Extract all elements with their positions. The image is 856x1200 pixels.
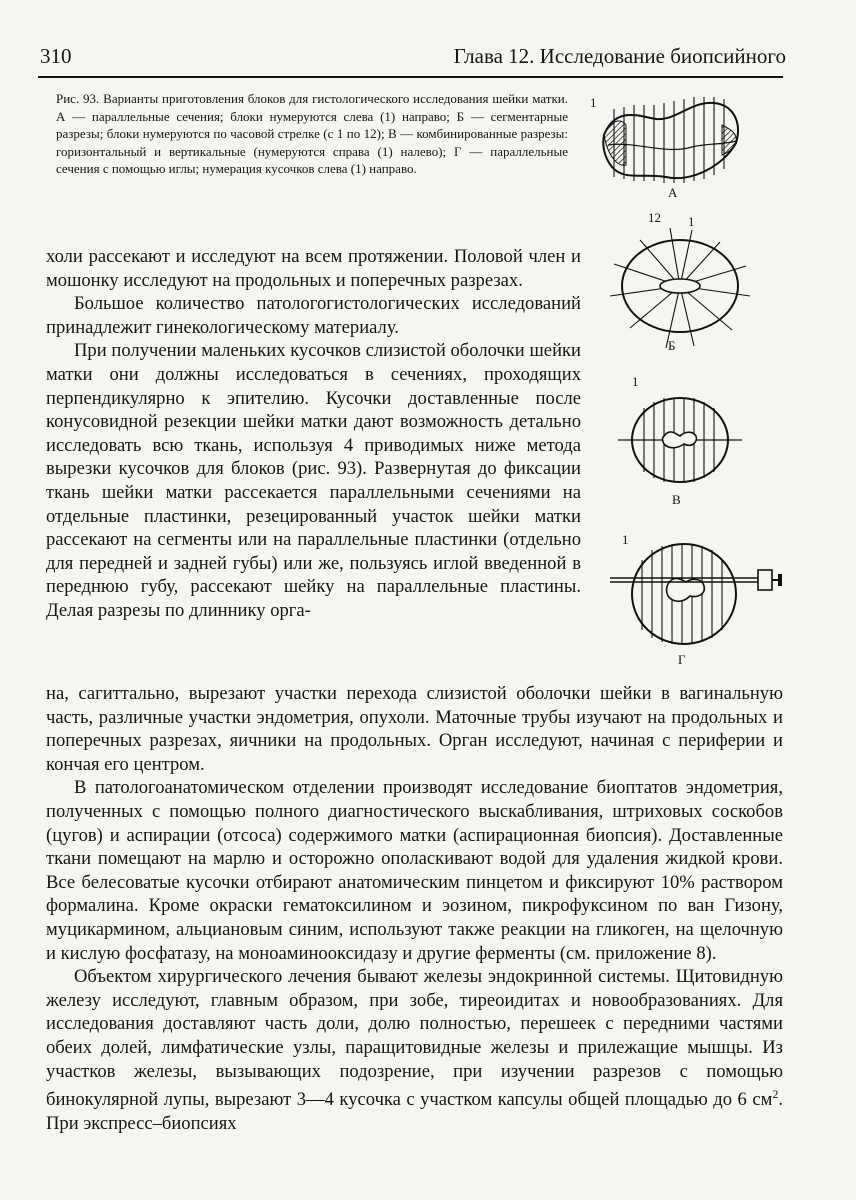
paragraph-cervix: При получении маленьких кусочков слизистой оболочки шейки матки они должны исследоваться в сечениях, проходящих перпендикулярно к эпителию. Кусочки доставленные после конусовидной резекции шейки матки дают возможность детально исследовать всю ткань, используя 4 приводимых ниже метода вырезки кусочков для блоков (рис. 93). Развернутая до фиксации ткань шейки матки рассекается параллельными сечениями на отдельные пластинки, резецированный участок шейки матки рассекают на сегменты или на параллельные пластинки (отдельно для передней и задней губы) или же, пользуясь иглой введенной в переднюю губу, рассекают шейку на параллельные пластины. Делая разрезы по длиннику орга- <box>46 340 581 621</box>
superscript-two: 2 <box>772 1087 779 1102</box>
narrow-column <box>46 245 581 623</box>
paragraph-continuation: холи рассекают и исследуют на всем протяжении. Половой член и мошонку исследуют на продольных и поперечных разрезах. <box>46 246 581 291</box>
paragraph-gynecology: Большое количество патологогистологических исследований принадлежит гинекологическому материалу. <box>46 293 581 338</box>
figure-caption <box>56 90 568 178</box>
paragraph-biopsy: В патологоанатомическом отделении производят исследование биоптатов эндометрия, полученных с помощью полного диагностического выскабливания, штриховых соскобов (цугов) и аспирации (отсоса) содержимого матки (аспирационная биопсия). Доставленные ткани помещают на марлю и осторожно ополаскивают водой для удаления жидкой крови. Все белесоватые кусочки отбирают анатомическим пинцетом и фиксируют 10% раствором формалина. Кроме окраски гематоксилином и эозином, пикрофуксином по ван Гизону, муцикармином, альциановым синим, используют также реакции на гликоген, на щелочную и кислую фосфатазу, на моноаминооксидазу и другие ферменты (см. приложение 8). <box>46 777 783 964</box>
panel-a-drawing <box>596 95 746 185</box>
panel-b-marker-12: 12 <box>648 210 661 225</box>
figure-panel-a <box>590 95 746 205</box>
panel-g-drawing <box>606 538 786 668</box>
paragraph-endocrine-tail: . При экспресс–биопсиях <box>46 1089 783 1134</box>
panel-b-drawing <box>608 224 758 354</box>
caption-label: Рис. 93. <box>56 91 100 106</box>
panel-b-marker-1: 1 <box>688 214 695 229</box>
figure-panel-g <box>606 528 786 678</box>
paragraph-endocrine-main: Объектом хирургического лечения бывают железы эндокринной системы. Щитовидную железу исследуют, главным образом, при зобе, тиреоидитах и новообразованиях. Для исследования доставляют часть доли, долю полностью, перешеек с передними частями обеих долей, лимфатические узлы, паращитовидные железы и прилежащие мышцы. Из участков железы, вызывающих подозрение, при изучении разрезов с помощью бинокулярной лупы, вырезают 3—4 кусочка с участком капсулы общей площадью до 6 см <box>46 966 783 1111</box>
panel-v-marker: 1 <box>632 374 639 389</box>
figure-panel-b <box>608 210 758 360</box>
panel-g-letter: Г <box>678 652 686 667</box>
panel-v-letter: В <box>672 492 681 507</box>
paragraph-cervix-continued: на, сагиттально, вырезают участки перехода слизистой оболочки шейки в вагинальную часть, различные участки эндометрия, опухоли. Маточные трубы изучают на продольных и поперечных разрезах, яичники на продольных. Орган исследуют, начиная с периферии и кончая его центром. <box>46 683 783 775</box>
panel-g-marker: 1 <box>622 532 629 547</box>
panel-b-letter: Б <box>668 338 676 353</box>
paragraph-endocrine <box>46 965 783 1135</box>
running-head: Глава 12. Исследование биопсийного <box>453 44 786 68</box>
panel-v-drawing <box>618 388 758 508</box>
panel-a-letter: А <box>668 185 678 200</box>
page-number: 310 <box>40 44 72 68</box>
wide-column <box>46 682 783 1135</box>
figure-panel-v <box>618 374 758 514</box>
header-rule <box>38 76 783 78</box>
panel-a-marker: 1 <box>590 95 597 110</box>
caption-text: Варианты приготовления блоков для гистологического исследования шейки матки. А — параллельные сечения; блоки нумеруются слева (1) направо; Б — сегментарные разрезы; блоки нумеруются по часовой стрелке (с 1 по 12); В — комбинированные разрезы: горизонтальный и вертикальные (нумеруются справа (1) налево); Г — параллельные сечения с помощью иглы; нумерация кусочков слева (1) направо. <box>56 91 568 176</box>
